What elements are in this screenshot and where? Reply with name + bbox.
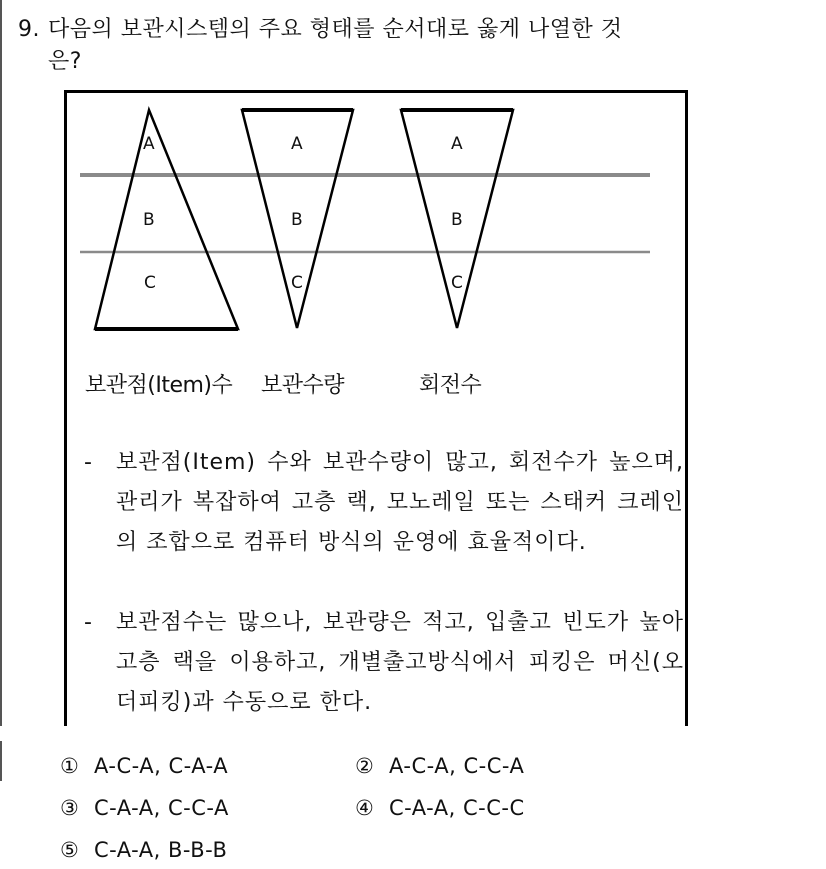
option-text: A-C-A, C-A-A <box>94 754 229 778</box>
option-3[interactable] <box>60 796 229 820</box>
option-text: C-A-A, B-B-B <box>94 838 228 862</box>
triangle-turnover <box>401 110 513 328</box>
triangle-item-count <box>95 110 238 329</box>
option-4[interactable] <box>355 796 525 820</box>
option-text: C-A-A, C-C-C <box>389 796 525 820</box>
tri3-label-b: B <box>451 210 463 230</box>
tri3-label-a: A <box>451 134 463 154</box>
option-marker: ① <box>60 754 80 778</box>
tri1-label-c: C <box>144 273 156 293</box>
tri2-label-a: A <box>291 134 303 154</box>
option-1[interactable] <box>60 754 228 778</box>
tri1-label-a: A <box>143 134 155 154</box>
option-2[interactable] <box>355 754 524 778</box>
option-marker: ③ <box>60 796 80 820</box>
description-text: 보관점(Item) 수와 보관수량이 많고, 회전수가 높으며, 관리가 복잡하여 고층 랙, 모노레일 또는 스태커 크레인의 조합으로 컴퓨터 방식의 운영에 효율적이다. <box>116 450 684 555</box>
tri3-label-c: C <box>451 273 463 293</box>
description-text: 보관점수는 많으나, 보관량은 적고, 입출고 빈도가 높아 고층 랙을 이용하고, 개별출고방식에서 피킹은 머신(오더피킹)과 수동으로 한다. <box>116 610 684 715</box>
option-marker: ⑤ <box>60 838 80 862</box>
description-dash: - <box>84 610 93 635</box>
caption-turnover: 회전수 <box>419 373 482 398</box>
description-dash: - <box>84 450 93 475</box>
question-text-line1: 다음의 보관시스템의 주요 형태를 순서대로 옳게 나열한 것 <box>48 17 623 42</box>
storage-triangle-diagram <box>0 0 826 400</box>
option-marker: ② <box>355 754 375 778</box>
description-2 <box>84 603 684 723</box>
page-margin-line <box>0 741 2 781</box>
option-text: A-C-A, C-C-A <box>389 754 525 778</box>
option-marker: ④ <box>355 796 375 820</box>
option-5[interactable] <box>60 838 227 862</box>
tri1-label-b: B <box>143 210 155 230</box>
question-text-line2: 은? <box>48 49 82 74</box>
tri2-label-b: B <box>291 210 303 230</box>
question-number: 9. <box>18 17 40 42</box>
triangle-storage-quantity <box>242 110 353 328</box>
tri2-label-c: C <box>291 273 303 293</box>
caption-item-count: 보관점(Item)수 <box>85 373 233 398</box>
description-1 <box>84 443 684 563</box>
caption-storage-quantity: 보관수량 <box>261 373 345 398</box>
option-text: C-A-A, C-C-A <box>94 796 229 820</box>
